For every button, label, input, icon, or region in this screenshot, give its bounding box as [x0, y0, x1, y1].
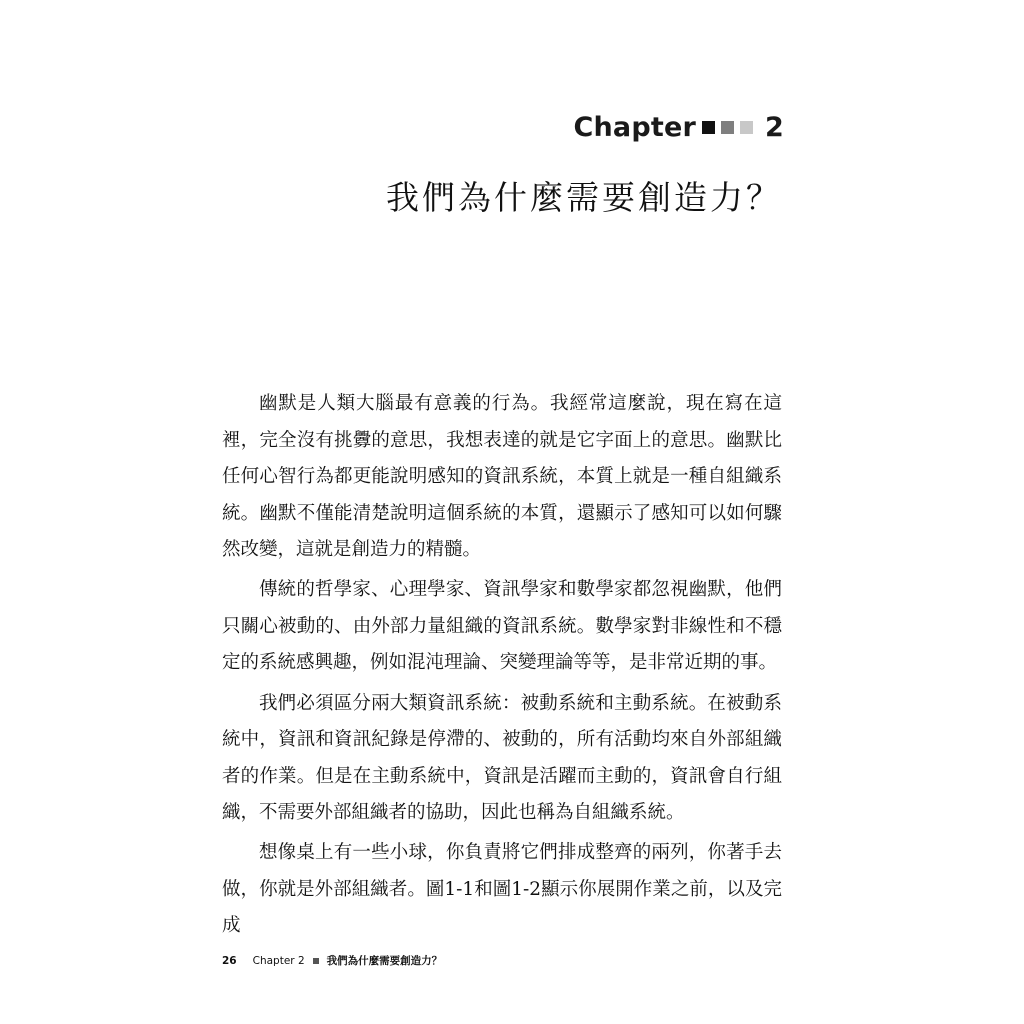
paragraph: 傳統的哲學家、心理學家、資訊學家和數學家都忽視幽默，他們只關心被動的、由外部力量組織的資訊系統。數學家對非線性和不穩定的系統感興趣，例如混沌理論、突變理論等等，是非常近期的事。 [222, 579, 782, 674]
body-text [222, 386, 782, 949]
chapter-label: Chapter [573, 112, 696, 143]
gray-square-icon [721, 121, 734, 134]
chapter-number: 2 [765, 112, 784, 143]
paragraph: 幽默是人類大腦最有意義的行為。我經常這麼說，現在寫在這裡，完全沒有挑釁的意思，我想表達的就是它字面上的意思。幽默比任何心智行為都更能說明感知的資訊系統，本質上就是一種自組織系統。幽默不僅能清楚說明這個系統的本質，還顯示了感知可以如何驟然改變，這就是創造力的精髓。 [222, 393, 782, 560]
page-number: 26 [222, 954, 237, 967]
footer-title: 我們為什麼需要創造力？ [326, 955, 443, 967]
paragraph: 想像桌上有一些小球，你負責將它們排成整齊的兩列，你著手去做，你就是外部組織者。圖1-1和圖1-2顯示你展開作業之前，以及完成 [222, 842, 782, 937]
chapter-title: 我們為什麼需要創造力？ [386, 178, 782, 217]
square-separator-icon [313, 958, 319, 964]
dark-square-icon [702, 121, 715, 134]
chapter-heading [573, 112, 784, 143]
chapter-squares-ornament [702, 121, 753, 134]
paragraph: 我們必須區分兩大類資訊系統：被動系統和主動系統。在被動系統中，資訊和資訊紀錄是停滯的、被動的，所有活動均來自外部組織者的作業。但是在主動系統中，資訊是活躍而主動的，資訊會自行組織，不需要外部組織者的協助，因此也稱為自組織系統。 [222, 692, 782, 824]
light-square-icon [740, 121, 753, 134]
footer-chapter-label: Chapter 2 [252, 954, 305, 967]
page-footer [222, 953, 442, 968]
